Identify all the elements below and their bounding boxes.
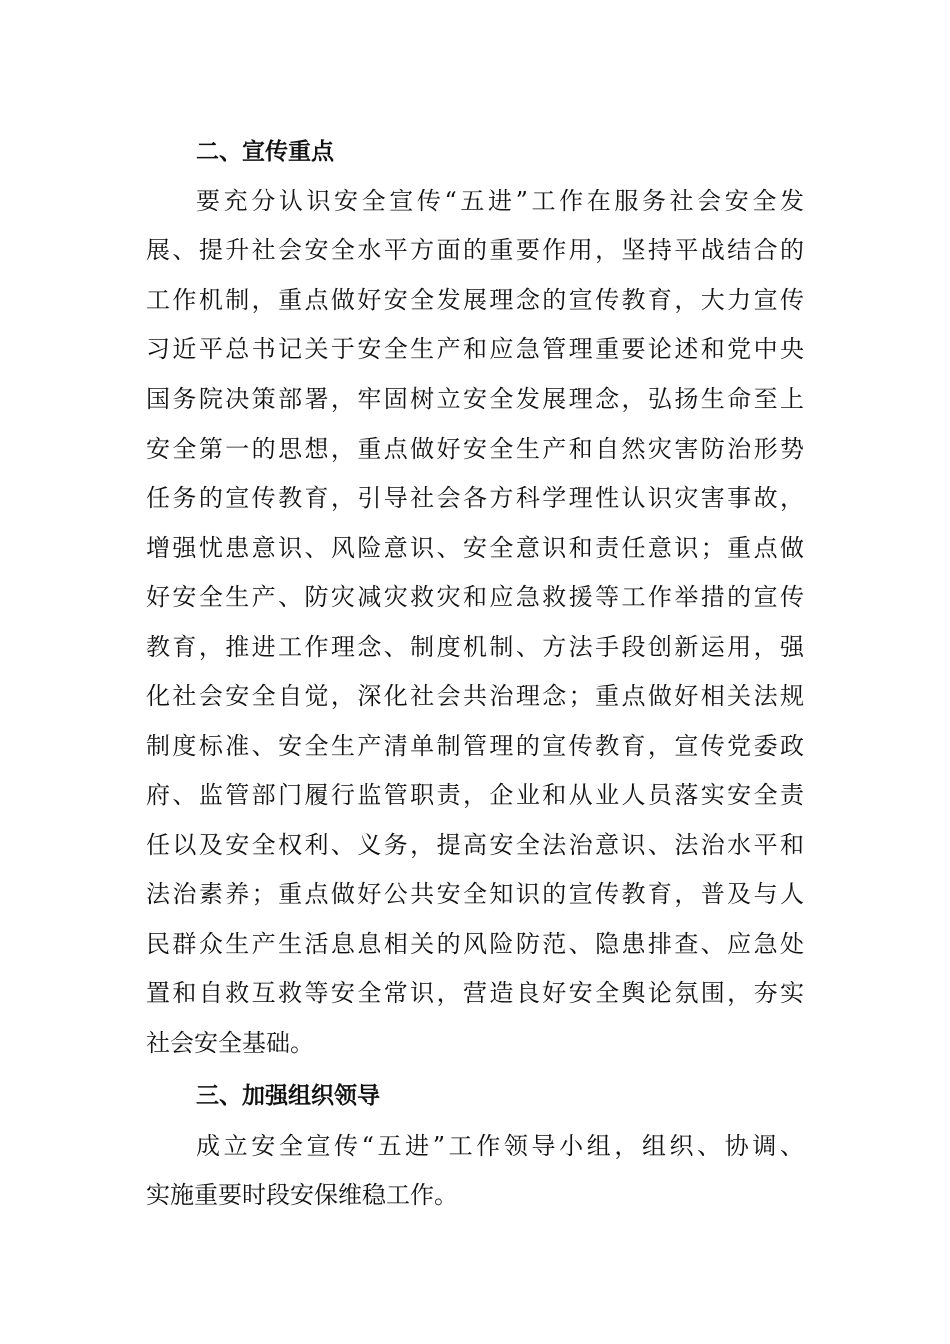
line-text: 教育，推进工作理念、制度机制、方法手段创新运用，强 (146, 633, 807, 661)
line-text: 社会安全基础。 (146, 1029, 314, 1057)
paragraph-line (0, 728, 950, 764)
heading-text: 二、宣传重点 (196, 139, 334, 165)
line-text: 成立安全宣传“五进”工作领导小组，组织、协调、 (196, 1132, 808, 1160)
section-heading (0, 134, 950, 170)
line-text: 展、提升社会安全水平方面的重要作用，坚持平战结合的 (146, 236, 807, 264)
line-text: 工作机制，重点做好安全发展理念的宣传教育，大力宣传 (146, 286, 807, 314)
line-text: 国务院决策部署，牢固树立安全发展理念，弘扬生命至上 (146, 385, 807, 413)
paragraph-line (0, 331, 950, 367)
paragraph-line (0, 975, 950, 1011)
paragraph-line (0, 232, 950, 268)
paragraph-line (0, 381, 950, 417)
paragraph-line (0, 183, 950, 219)
heading-text: 三、加强组织领导 (196, 1083, 380, 1109)
paragraph-line (0, 629, 950, 665)
paragraph-line (0, 530, 950, 566)
paragraph-line (0, 678, 950, 714)
section-heading (0, 1078, 950, 1114)
paragraph-line (0, 579, 950, 615)
line-text: 府、监管部门履行监管职责，企业和从业人员落实安全责 (146, 781, 807, 809)
line-text: 习近平总书记关于安全生产和应急管理重要论述和党中央 (146, 335, 807, 363)
paragraph-line (0, 480, 950, 516)
line-text: 好安全生产、防灾减灾救灾和应急救援等工作举措的宣传 (146, 583, 807, 611)
line-text: 任以及安全权利、义务，提高安全法治意识、法治水平和 (146, 831, 807, 859)
line-text: 实施重要时段安保维稳工作。 (146, 1181, 458, 1209)
line-text: 置和自救互救等安全常识，营造良好安全舆论氛围，夯实 (146, 979, 807, 1007)
paragraph-line (0, 926, 950, 962)
paragraph-line (0, 1177, 950, 1213)
line-text: 法治素养；重点做好公共安全知识的宣传教育，普及与人 (146, 880, 807, 908)
paragraph-line (0, 282, 950, 318)
line-text: 任务的宣传教育，引导社会各方科学理性认识灾害事故， (146, 484, 807, 512)
paragraph-line (0, 431, 950, 467)
line-text: 要充分认识安全宣传“五进”工作在服务社会安全发 (196, 187, 808, 215)
line-text: 化社会安全自觉，深化社会共治理念；重点做好相关法规 (146, 682, 807, 710)
line-text: 民群众生产生活息息相关的风险防范、隐患排查、应急处 (146, 930, 807, 958)
paragraph-line (0, 827, 950, 863)
line-text: 增强忧患意识、风险意识、安全意识和责任意识；重点做 (146, 534, 807, 562)
line-text: 制度标准、安全生产清单制管理的宣传教育，宣传党委政 (146, 732, 807, 760)
paragraph-line (0, 1025, 950, 1061)
paragraph-line (0, 777, 950, 813)
line-text: 安全第一的思想，重点做好安全生产和自然灾害防治形势 (146, 435, 807, 463)
paragraph-line (0, 876, 950, 912)
paragraph-line (0, 1128, 950, 1164)
